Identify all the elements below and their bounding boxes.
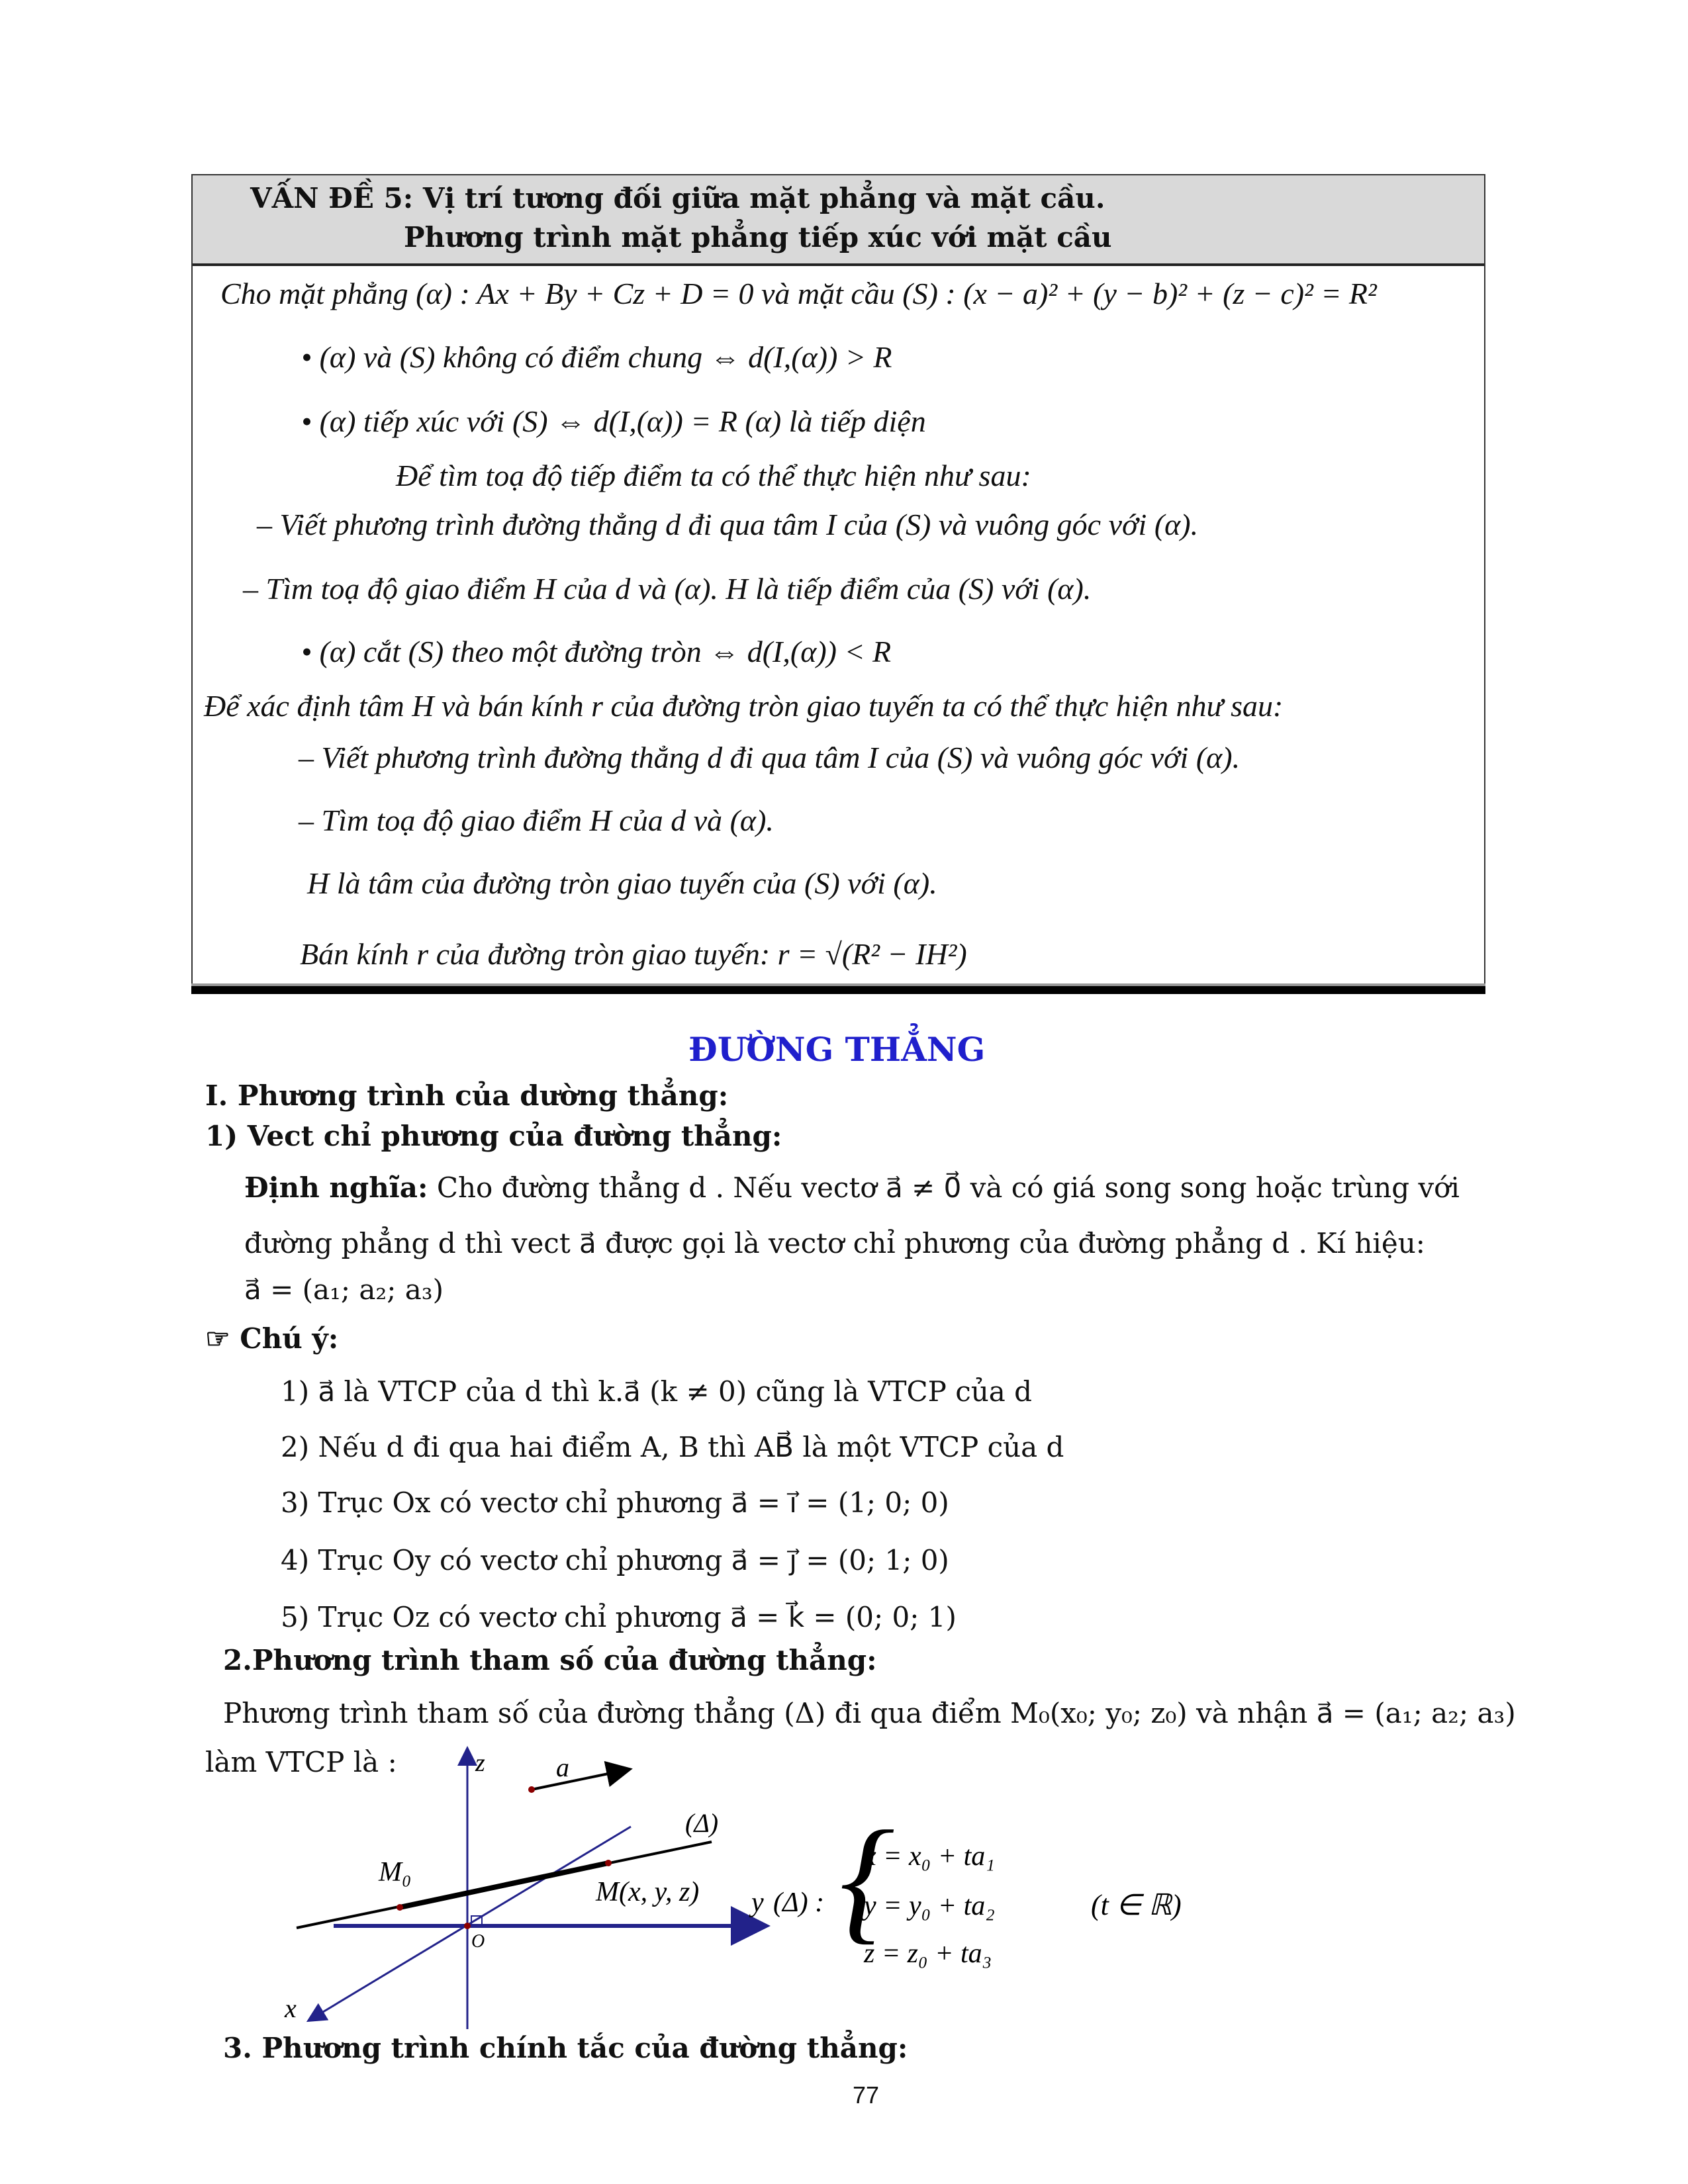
box-line: – Viết phương trình đường thẳng d đi qua tâm I của (S) và vuông góc với (α). — [257, 508, 1199, 541]
note-item: 4) Trục Oy có vectơ chỉ phương a⃗ = j⃗ = (0; 1; 0) — [281, 1544, 949, 1576]
definition-line-3: a⃗ = (a₁; a₂; a₃) — [244, 1273, 444, 1306]
note-item: 2) Nếu d đi qua hai điểm A, B thì AB⃗ là một VTCP của d — [281, 1431, 1064, 1463]
heading-3: 3. Phương trình chính tắc của đường thẳng: — [223, 2032, 908, 2064]
point-a-start — [528, 1786, 535, 1793]
section-title: ĐƯỜNG THẲNG — [688, 1030, 986, 1069]
box-line: H là tâm của đường tròn giao tuyến của (S) với (α). — [307, 866, 937, 900]
box-line: – Tìm toạ độ giao điểm H của d và (α). H là tiếp điểm của (S) với (α). — [243, 572, 1092, 606]
box-line: Để xác định tâm H và bán kính r của đường tròn giao tuyến ta có thể thực hiện như sau: — [204, 689, 1284, 723]
box-line: Bán kính r của đường tròn giao tuyến: r = √(R² − IH²) — [300, 937, 967, 971]
box-line: Để tìm toạ độ tiếp điểm ta có thể thực hiện như sau: — [396, 459, 1031, 492]
system-brace: { — [839, 1803, 895, 1956]
system-eq-2: y = y₀ + ta₂ — [864, 1891, 995, 1921]
definition-line-2: đường phẳng d thì vect a⃗ được gọi là vectơ chỉ phương của đường phẳng d . Kí hiệu: — [244, 1227, 1425, 1259]
label-a: a⃗ — [556, 1752, 590, 1782]
label-z: z — [475, 1749, 485, 1777]
note-item: 3) Trục Ox có vectơ chỉ phương a⃗ = i⃗ = (1; 0; 0) — [281, 1486, 949, 1519]
param-line-1: Phương trình tham số của đường thẳng (Δ) đi qua điểm M₀(x₀; y₀; z₀) và nhận a⃗ = (a₁; a₂; a₃) — [223, 1697, 1516, 1729]
label-m0: M₀ — [379, 1857, 412, 1888]
note-label: ☞ Chú ý: — [205, 1322, 339, 1355]
x-axis — [310, 1827, 631, 2020]
box-line: Cho mặt phẳng (α) : Ax + By + Cz + D = 0 và mặt cầu (S) : (x − a)² + (y − b)² + (z − c)² = R² — [220, 277, 1377, 310]
system-eq-3: z = z₀ + ta₃ — [864, 1938, 992, 1969]
box-heading-2: Phương trình mặt phẳng tiếp xúc với mặt cầu — [404, 221, 1112, 253]
label-x: x — [285, 1993, 297, 2023]
heading-2: 2.Phương trình tham số của đường thẳng: — [223, 1644, 877, 1676]
label-delta: (Δ) — [685, 1808, 719, 1838]
label-y: y — [751, 1888, 764, 1918]
param-line-2: làm VTCP là : — [205, 1746, 397, 1778]
label-m: M(x, y, z) — [596, 1877, 700, 1907]
box-line: • (α) tiếp xúc với (S) ⇔ d(I,(α)) = R (α) là tiếp diện — [301, 404, 926, 438]
definition-text: Cho đường thẳng d . Nếu vectơ a⃗ ≠ 0⃗ và có giá song song hoặc trùng với — [428, 1171, 1460, 1204]
note-item: 1) a⃗ là VTCP của d thì k.a⃗ (k ≠ 0) cũng là VTCP của d — [281, 1375, 1033, 1408]
point-m0 — [397, 1904, 403, 1911]
box-line: – Tìm toạ độ giao điểm H của d và (α). — [299, 803, 774, 837]
heading-1: I. Phương trình của dường thẳng: — [205, 1079, 729, 1112]
point-m — [605, 1860, 612, 1866]
system-label: (Δ) : — [773, 1888, 825, 1918]
page-number: 77 — [853, 2081, 880, 2109]
note-item: 5) Trục Oz có vectơ chỉ phương a⃗ = k⃗ = (0; 0; 1) — [281, 1601, 957, 1633]
box-line: – Viết phương trình đường thẳng d đi qua tâm I của (S) và vuông góc với (α). — [299, 741, 1241, 774]
box-line: • (α) cắt (S) theo một đường tròn ⇔ d(I,(α)) < R — [301, 635, 892, 668]
point-o — [464, 1923, 471, 1929]
definition-label: Định nghĩa: — [244, 1171, 428, 1204]
system-condition: (t ∈ ℝ) — [1091, 1889, 1182, 1921]
delta-segment — [400, 1863, 608, 1907]
box-heading-1: VẤN ĐỀ 5: Vị trí tương đối giữa mặt phẳng và mặt cầu. — [250, 182, 1105, 214]
system-eq-1: x = x₀ + ta₁ — [864, 1841, 995, 1872]
label-o: O — [471, 1931, 485, 1952]
box-line: • (α) và (S) không có điểm chung ⇔ d(I,(α)) > R — [301, 340, 892, 374]
heading-1-1: 1) Vect chỉ phương của đường thẳng: — [205, 1120, 782, 1152]
